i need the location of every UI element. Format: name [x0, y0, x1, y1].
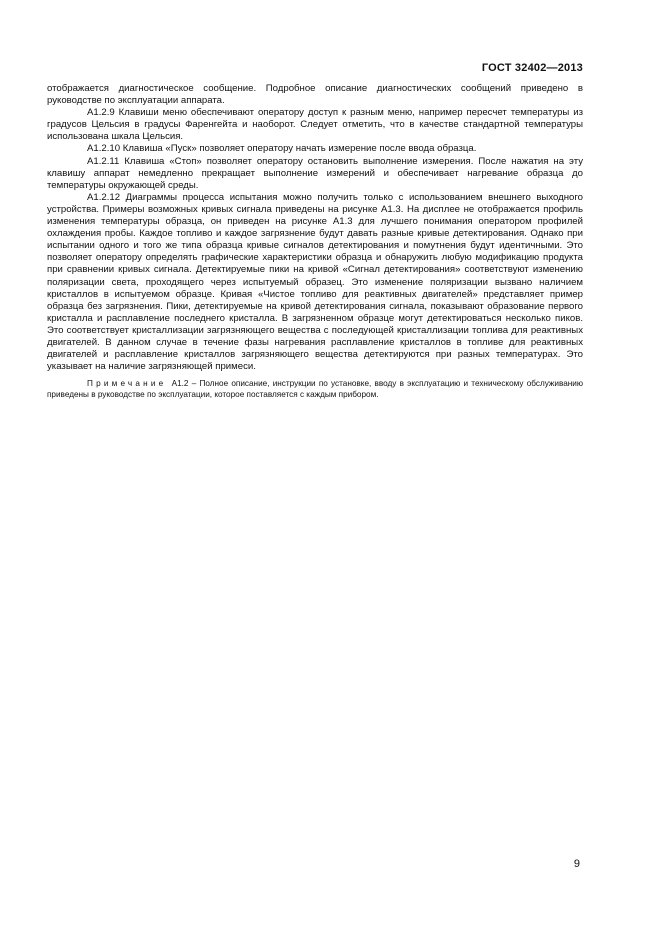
paragraph-continuation: отображается диагностическое сообщение. Подробное описание диагностических сообщений приведено в руководстве по эксплуатации аппарата.	[47, 83, 583, 107]
paragraph-a1-2-12: А1.2.12 Диаграммы процесса испытания можно получить только с использованием внешнего выходного устройства. Примеры возможных кривых сигнала приведены на рисунке А1.3. На дисплее не отображается профиль изменения температуры образца, он приведен на рисунке А1.3 для лучшего понимания оператором профилей охлаждения пробы. Каждое топливо и каждое загрязнение будут давать разные кривые детектирования. Однако при испытании одного и того же типа образца кривые сигналов детектирования и помутнения будут идентичными. Это позволяет оператору определять графические характеристики образца и обнаружить любую модификацию продукта при сравнении кривых сигнала. Детектируемые пики на кривой «Сигнал детектирования» соответствуют изменению поляризации света, проходящего через испытуемый образец. Это изменение поляризации вызвано наличием кристаллов в испытуемом образце. Кривая «Чистое топливо для реактивных двигателей» представляет пример образца без загрязнения. Пики, детектируемые на кривой детектирования сигнала, показывают образование первого кристалла и расплавление последнего кристалла. В загрязненном образце могут детектироваться несколько пиков. Это соответствует кристаллизации загрязняющего вещества с последующей кристаллизации топлива для реактивных двигателей. В данном случае в течение фазы нагревания расплавление кристаллов в топливе для реактивных двигателей и расплавление кристаллов загрязняющего вещества детектируются при разных температурах. Это указывает на наличие загрязняющей примеси.	[47, 191, 583, 373]
note-label: Примечание	[87, 379, 167, 389]
page-number: 9	[573, 858, 580, 870]
note	[47, 378, 583, 400]
body-text	[47, 83, 583, 400]
paragraph-a1-2-10: А1.2.10 Клавиша «Пуск» позволяет оператору начать измерение после ввода образца.	[87, 143, 477, 155]
paragraph-a1-2-11: А1.2.11 Клавиша «Стоп» позволяет оператору остановить выполнение измерения. После нажатия на эту клавишу аппарат немедленно прекращает выполнение измерений и обеспечивает нагревание образца до температуры окружающей среды.	[47, 155, 583, 191]
standard-header: ГОСТ 32402—2013	[481, 62, 583, 74]
note-text: А1.2 – Полное описание, инструкции по установке, вводу в эксплуатацию и техническому обслуживанию приведены в руководстве по эксплуатации, которое поставляется с каждым прибором.	[47, 379, 583, 400]
paragraph-a1-2-9: А1.2.9 Клавиши меню обеспечивают оператору доступ к разным меню, например пересчет температуры из градусов Цельсия в градусы Фаренгейта и наоборот. Следует отметить, что в качестве стандартной температуры использована шкала Цельсия.	[47, 107, 583, 143]
